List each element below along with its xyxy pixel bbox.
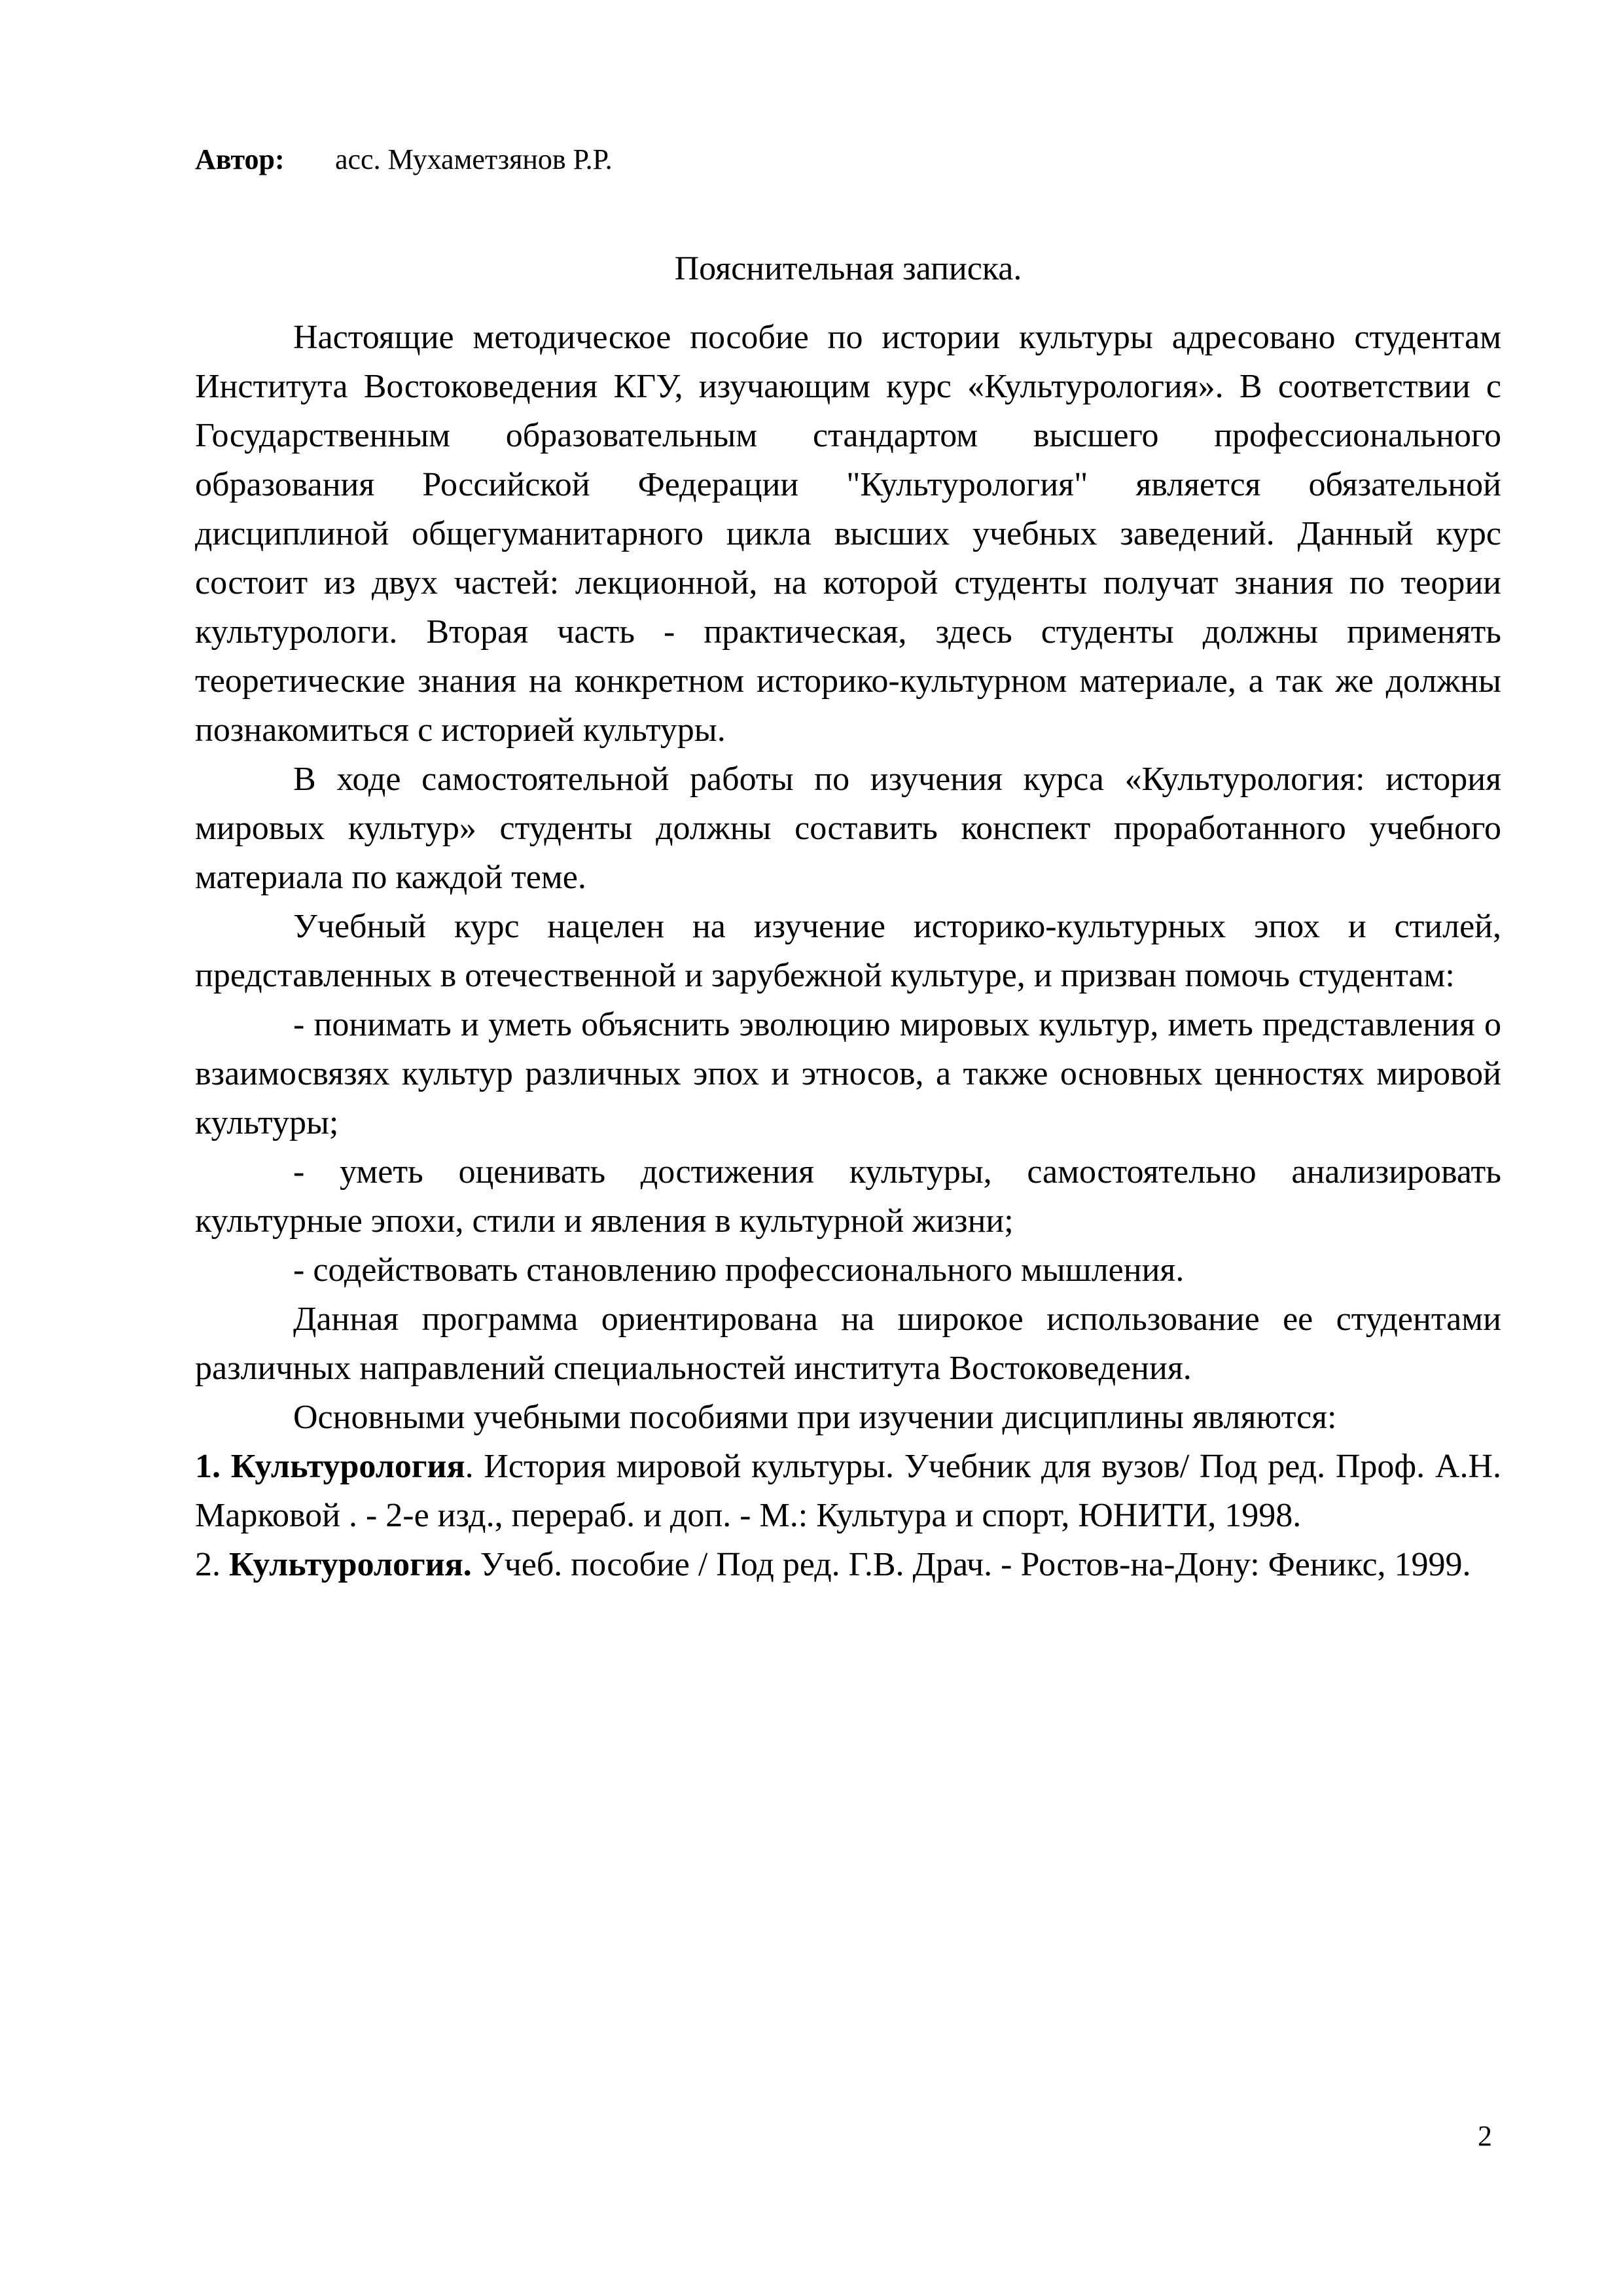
reference-1-number: 1. <box>195 1448 221 1485</box>
paragraph-goal-2: - уметь оценивать достижения культуры, самостоятельно анализировать культурные эпохи, стили и явления в культурной жизни; <box>195 1153 1501 1240</box>
reference-2-details: Учеб. пособие / Под ред. Г.В. Драч. - Ростов-на-Дону: Феникс, 1999. <box>471 1546 1471 1583</box>
paragraph-goal-3: - содействовать становлению профессионального мышления. <box>293 1251 1185 1289</box>
paragraph-intro: Настоящие методическое пособие по истории культуры адресовано студентам Института Востоковедения КГУ, изучающим курс «Культурология». В соответствии с Государственным образовательным стандартом высшего профессионального образования Российской Федерации "Культурология" является обязательной дисциплиной общегуманитарного цикла высших учебных заведений. Данный курс состоит из двух частей: лекционной, на которой студенты получат знания по теории культурологи. Вторая часть - практическая, здесь студенты должны применять теоретические знания на конкретном историко-культурном материале, а так же должны познакомиться с историей культуры. <box>195 319 1501 749</box>
reference-2-number: 2. <box>195 1546 221 1583</box>
page-number: 2 <box>1478 2120 1492 2152</box>
paragraph-course-goals: Учебный курс нацелен на изучение историко-культурных эпох и стилей, представленных в отечественной и зарубежной культуре, и призван помочь студентам: <box>195 908 1501 994</box>
page-title: Пояснительная записка. <box>674 250 1022 287</box>
paragraph-goal-1: - понимать и уметь объяснить эволюцию мировых культур, иметь представления о взаимосвязях культур различных эпох и этносов, а также основных ценностях мировой культуры; <box>195 1006 1501 1141</box>
reference-1-title: Культурология <box>230 1448 465 1485</box>
paragraph-textbooks-intro: Основными учебными пособиями при изучении дисциплины являются: <box>293 1399 1337 1436</box>
reference-1 <box>195 1442 1501 1540</box>
author-label: Автор: <box>195 143 285 175</box>
reference-2 <box>195 1540 1501 1589</box>
reference-2-title: Культурология. <box>229 1546 472 1583</box>
document-body <box>195 313 1501 1589</box>
reference-1-details: . История мировой культуры. Учебник для вузов/ Под ред. Проф. А.Н. Марковой . - 2-е изд., перераб. и доп. - М.: Культура и спорт, ЮНИТИ, 1998. <box>195 1448 1502 1534</box>
paragraph-program: Данная программа ориентирована на широкое использование ее студентами различных направлений специальностей института Востоковедения. <box>195 1300 1501 1387</box>
paragraph-self-study: В ходе самостоятельной работы по изучения курса «Культурология: история мировых культур» студенты должны составить конспект проработанного учебного материала по каждой теме. <box>195 761 1501 896</box>
author-line <box>195 140 613 179</box>
author-name: асс. Мухаметзянов Р.Р. <box>335 143 613 175</box>
